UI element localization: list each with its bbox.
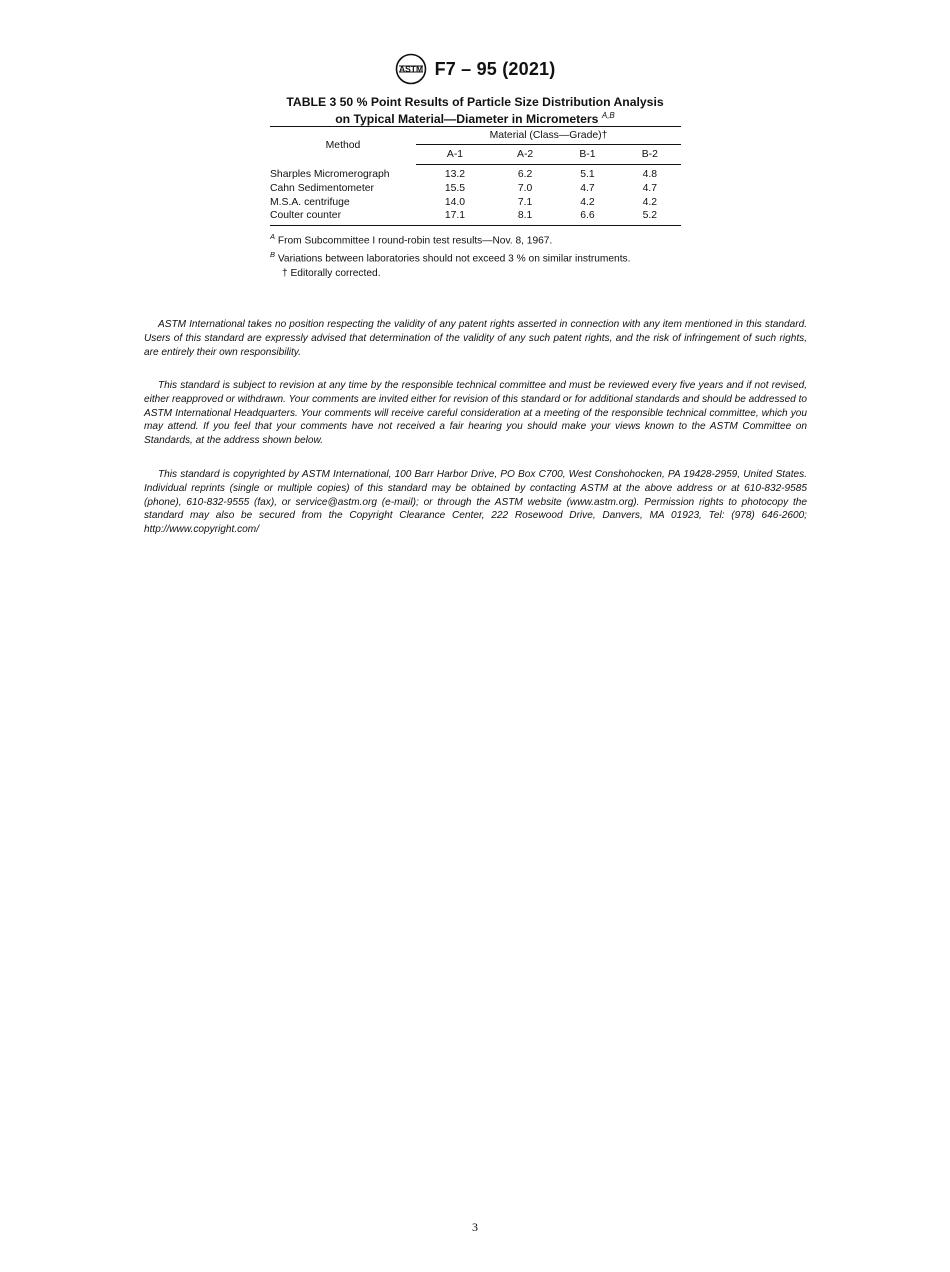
method-cell: M.S.A. centrifuge xyxy=(270,196,350,208)
value-cell: 4.2 xyxy=(580,196,595,208)
value-cell: 7.1 xyxy=(517,196,533,208)
table-footnotes xyxy=(270,230,690,281)
table-row xyxy=(270,196,681,210)
astm-logo-icon xyxy=(395,53,427,85)
results-table xyxy=(270,126,681,226)
value-cell: 13.2 xyxy=(444,169,466,180)
copyright-notice: This standard is copyrighted by ASTM International, 100 Barr Harbor Drive, PO Box C700, West Conshohocken, PA 19428-2959, United States. Individual reprints (single or multiple copies) of this standard may be obtained by contacting ASTM at the above address or at 610-832-9585 (phone), 610-832-9555 (fax), or service@astm.org (e-mail); or through the ASTM website (www.astm.org). Permission rights to photocopy the standard may also be secured from the Copyright Clearance Center, 222 Rosewood Drive, Danvers, MA 01923, Tel: (978) 646-2600; http://www.copyright.com/ xyxy=(144,469,807,536)
table-row xyxy=(270,182,681,196)
value-cell: 17.1 xyxy=(444,210,466,222)
value-cell: 5.1 xyxy=(580,169,595,180)
footnote-b-text: Variations between laboratories should not exceed 3 % on similar instruments. xyxy=(277,253,631,265)
table-title-line2 xyxy=(260,109,690,126)
value-cell: 6.6 xyxy=(580,210,595,222)
document-id: F7 – 95 (2021) xyxy=(434,58,556,79)
page-number: 3 xyxy=(472,1220,478,1234)
table-row xyxy=(270,165,681,182)
value-cell: 4.7 xyxy=(580,182,595,194)
value-cell: 5.2 xyxy=(642,210,658,222)
revision-notice: This standard is subject to revision at any time by the responsible technical committee and must be reviewed every five years and if not revised, either reapproved or withdrawn. Your comments are invited either for revision of this standard or for additional standards and should be addressed to ASTM International Headquarters. Your comments will receive careful consideration at a meeting of the responsible technical committee, which you may attend. If you feel that your comments have not received a fair hearing you should make your views known to the ASTM Committee on Standards, at the address shown below. xyxy=(144,380,808,447)
method-cell: Coulter counter xyxy=(270,210,342,222)
footnote-dagger: † Editorally corrected. xyxy=(282,267,381,279)
column-header: A-2 xyxy=(494,145,556,165)
material-group-header: Material (Class—Grade)† xyxy=(416,127,681,145)
method-header: Method xyxy=(325,140,361,152)
value-cell: 14.0 xyxy=(444,196,466,208)
method-cell: Cahn Sedimentometer xyxy=(270,182,374,194)
table-title xyxy=(260,95,690,126)
table-title-line1: TABLE 3 50 % Point Results of Particle Size Distribution Analysis xyxy=(286,95,664,109)
value-cell: 4.2 xyxy=(642,196,658,208)
table-title-line2-text: on Typical Material—Diameter in Micrometers xyxy=(335,112,599,127)
footnote-b xyxy=(270,248,690,266)
value-cell: 4.7 xyxy=(642,182,658,194)
footnote-a-text: From Subcommittee I round-robin test results—Nov. 8, 1967. xyxy=(277,235,553,247)
patent-notice: ASTM International takes no position respecting the validity of any patent rights asserted in connection with any item mentioned in this standard. Users of this standard are expressly advised that determination of the validity of any such patent rights, and the risk of infringement of such rights, are entirely their own responsibility. xyxy=(144,319,807,358)
value-cell: 6.2 xyxy=(517,169,533,180)
footnote-b-mark: B xyxy=(270,250,276,260)
column-header: A-1 xyxy=(416,145,494,165)
value-cell: 15.5 xyxy=(444,182,466,194)
column-header: B-2 xyxy=(619,145,681,165)
footnote-a-mark: A xyxy=(270,232,276,241)
footnote-a xyxy=(270,230,690,248)
method-cell: Sharples Micromerograph xyxy=(270,168,390,180)
table-title-footnote-marks: A,B xyxy=(601,111,615,120)
value-cell: 8.1 xyxy=(517,210,533,222)
document-header xyxy=(0,52,950,86)
table-row xyxy=(270,209,681,225)
value-cell: 4.8 xyxy=(642,169,658,180)
value-cell: 7.0 xyxy=(517,182,533,194)
column-header: B-1 xyxy=(556,145,618,165)
svg-text:ASTM: ASTM xyxy=(398,64,423,74)
